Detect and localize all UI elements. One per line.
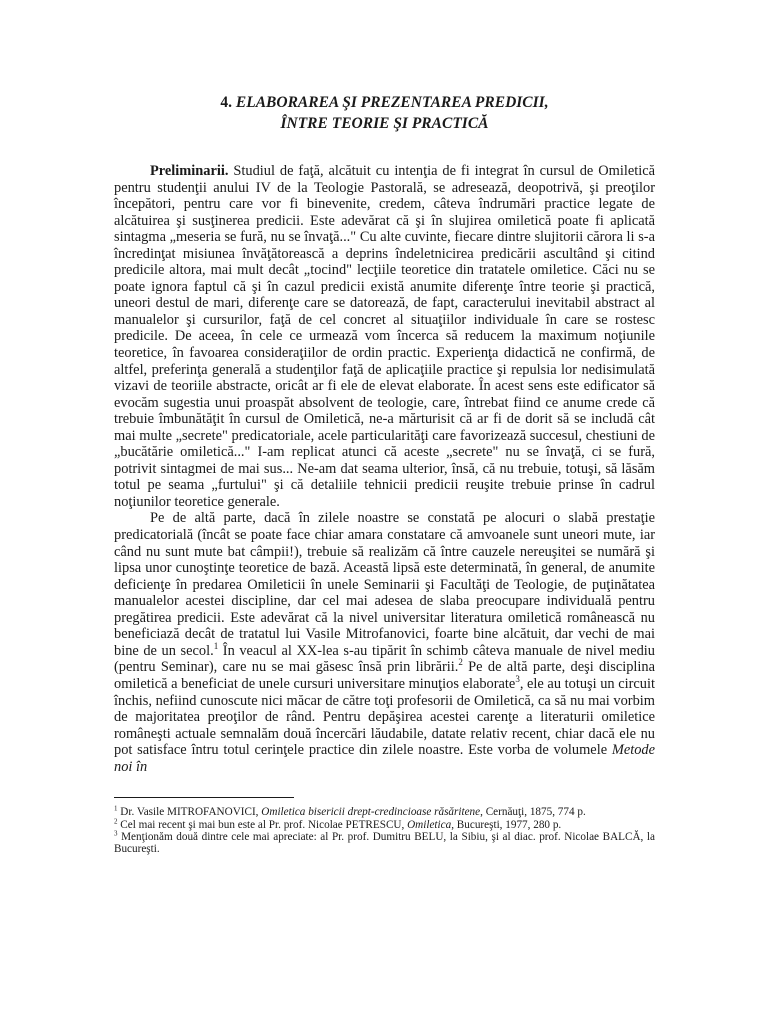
footnote-ref-1[interactable]: 1: [213, 641, 219, 652]
paragraph-text: În veacul al XX-lea s-au tipărit în schimb câteva manuale de nivel mediu (pentru Seminar), care nu se mai găsesc însă prin librării.: [114, 642, 655, 676]
footnote-text: , Bucureşti, 1977, 280 p.: [451, 818, 562, 831]
footnote-text: Cel mai recent şi mai bun este al Pr. prof. Nicolae PETRESCU,: [117, 818, 408, 831]
footnote-3: [114, 831, 655, 856]
paragraph-text: Pe de altă parte, deşi disciplina omiletică a beneficiat de unele cursuri universitare minuţios elaborate: [114, 659, 656, 692]
paragraph-text: , ele au totuşi un circuit închis, nefiind cunoscute nici măcar de către toţi profesorii de Omiletică, ca să nu mai vorbim de majoritatea preoţilor de rând. Pentru depăşirea acestei carenţe a literaturii omiletice româneşti actuale semnalăm două încercări lăudabile, datate relativ recent, chiar dacă ele nu pot satisface întru totul cerinţele practice din zilele noastre. Este vorba de volumele: [114, 675, 655, 759]
footnote-number: 3: [114, 829, 118, 838]
footnote-ref-3[interactable]: 3: [515, 674, 520, 685]
paragraph-preliminarii: [114, 163, 655, 510]
paragraph-text: Studiul de faţă, alcătuit cu intenţia de fi integrat în cursul de Omiletică pentru studenţii anului IV de la Teologie Pastorală, se adresează, deopotrivă, şi preoţilor începători, pentru care vor fi binevenite, credem, câteva îndrumări practice legate de alcătuirea şi susţinerea predicii. Este adevărat că şi în slujirea omiletică poate fi aplicată sintagma „meseria se fură, nu se învaţă..." Cu alte cuvinte, fiecare dintre slujitorii cărora li s-a încredinţat misiunea învăţătorească a deprins îndeletnicirea predicării ascultând şi citind predicile altora, mai mult decât „tocind" lecţiile teoretice din tratatele omiletice. Căci nu se poate ignora faptul că şi în cazul predicii există anumite diferenţe între teorie şi practică, uneori destul de mari, diferenţe care se datorează, de fapt, caracterului inevitabil abstract al manualelor şi cursurilor, faţă de cel concret al situaţiilor individuale în care se rostesc predicile. De aceea, în cele ce urmează vom încerca să reducem la maximum noţiunile teoretice, în favoarea consideraţiilor de ordin practic. Experienţa didactică ne confirmă, de altfel, preferinţa generală a studenţilor faţă de aplicaţiile practice şi repulsia lor nedisimulată vizavi de teoriile abstracte, oricât ar fi ele de elevat elaborate. În acest sens este edificator să evocăm sugestia unui proaspăt absolvent de teologie, care, întrebat fiind ce anume crede că trebuie îmbunătăţit în cursul de Omiletică, ne-a mărturisit că ar fi de dorit să se includă cât mai multe „secrete" predicatoriale, acele particularităţi care favorizează succesul, chestiuni de „bucătărie omiletică..." I-am replicat atunci că aceste „secrete" nu se învaţă, ci se fură, potrivit sintagmei de mai sus... Ne-am dat seama ulterior, însă, că nu trebuie, totuşi, să lăsăm totul pe seama „furtului" şi că detaliile tehnicii predicii reuşite trebuie prinse în cadrul noţiunilor teoretice generale.: [114, 163, 655, 510]
footnote-italic: Omiletica: [407, 818, 452, 831]
document-page: [114, 92, 655, 855]
footnote-number: 2: [114, 816, 118, 825]
footnote-text: , Cernăuţi, 1875, 774 p.: [480, 806, 586, 819]
chapter-title-line-2: [114, 113, 655, 134]
chapter-title: [114, 92, 655, 134]
paragraph-2: [114, 510, 655, 775]
footnote-1: [114, 806, 655, 818]
footnote-2: [114, 816, 655, 831]
chapter-title-line-1: [114, 92, 655, 113]
footnote-italic: Omiletica bisericii drept-credincioase răsăritene: [261, 806, 481, 819]
chapter-title-text-1: ELABORAREA ŞI PREZENTAREA PREDICII,: [235, 94, 549, 111]
paragraph-text: Pe de altă parte, dacă în zilele noastre se constată pe alocuri o slabă prestaţie predicatorială (încât se poate face chiar amara constatare că amvoanele sunt uneori mute, iar când nu sunt mute bat câmpii!), trebuie să realizăm că între cauzele nereuşitei se numără şi lipsa unor cunoştinţe teoretice de bază. Această lipsă este determinată, în general, de anumite deficienţe în predarea Omileticii în unele Seminarii şi Facultăţi de Teologie, de puţinătatea manualelor acestei discipline, dar cel mai adesea de slaba preocupare individuală pentru pregătirea predicii. Este adevărat că la nivel universitar literatura omiletică românească nu beneficiază decât de tratatul lui Vasile Mitrofanovici, foarte bine alcătuit, dar vechi de mai bine de un secol.: [114, 510, 655, 659]
chapter-number: 4.: [220, 94, 233, 111]
footnote-number: 1: [114, 804, 118, 813]
footnotes: [114, 806, 655, 855]
footnote-text: Dr. Vasile MITROFANOVICI,: [117, 806, 262, 819]
chapter-title-text-2: ÎNTRE TEORIE ŞI PRACTICĂ: [280, 115, 489, 132]
footnote-separator: [114, 797, 294, 798]
body-text: [114, 163, 655, 775]
book-title-italic: Metode noi în: [114, 742, 655, 775]
footnote-ref-2[interactable]: 2: [458, 657, 463, 668]
footnote-text: Menţionăm două dintre cele mai apreciate: al Pr. prof. Dumitru BELU, la Sibiu, şi al diac. prof. Nicolae BALCĂ, la Bucureşti.: [114, 830, 655, 856]
section-lead: Preliminarii.: [150, 163, 229, 179]
